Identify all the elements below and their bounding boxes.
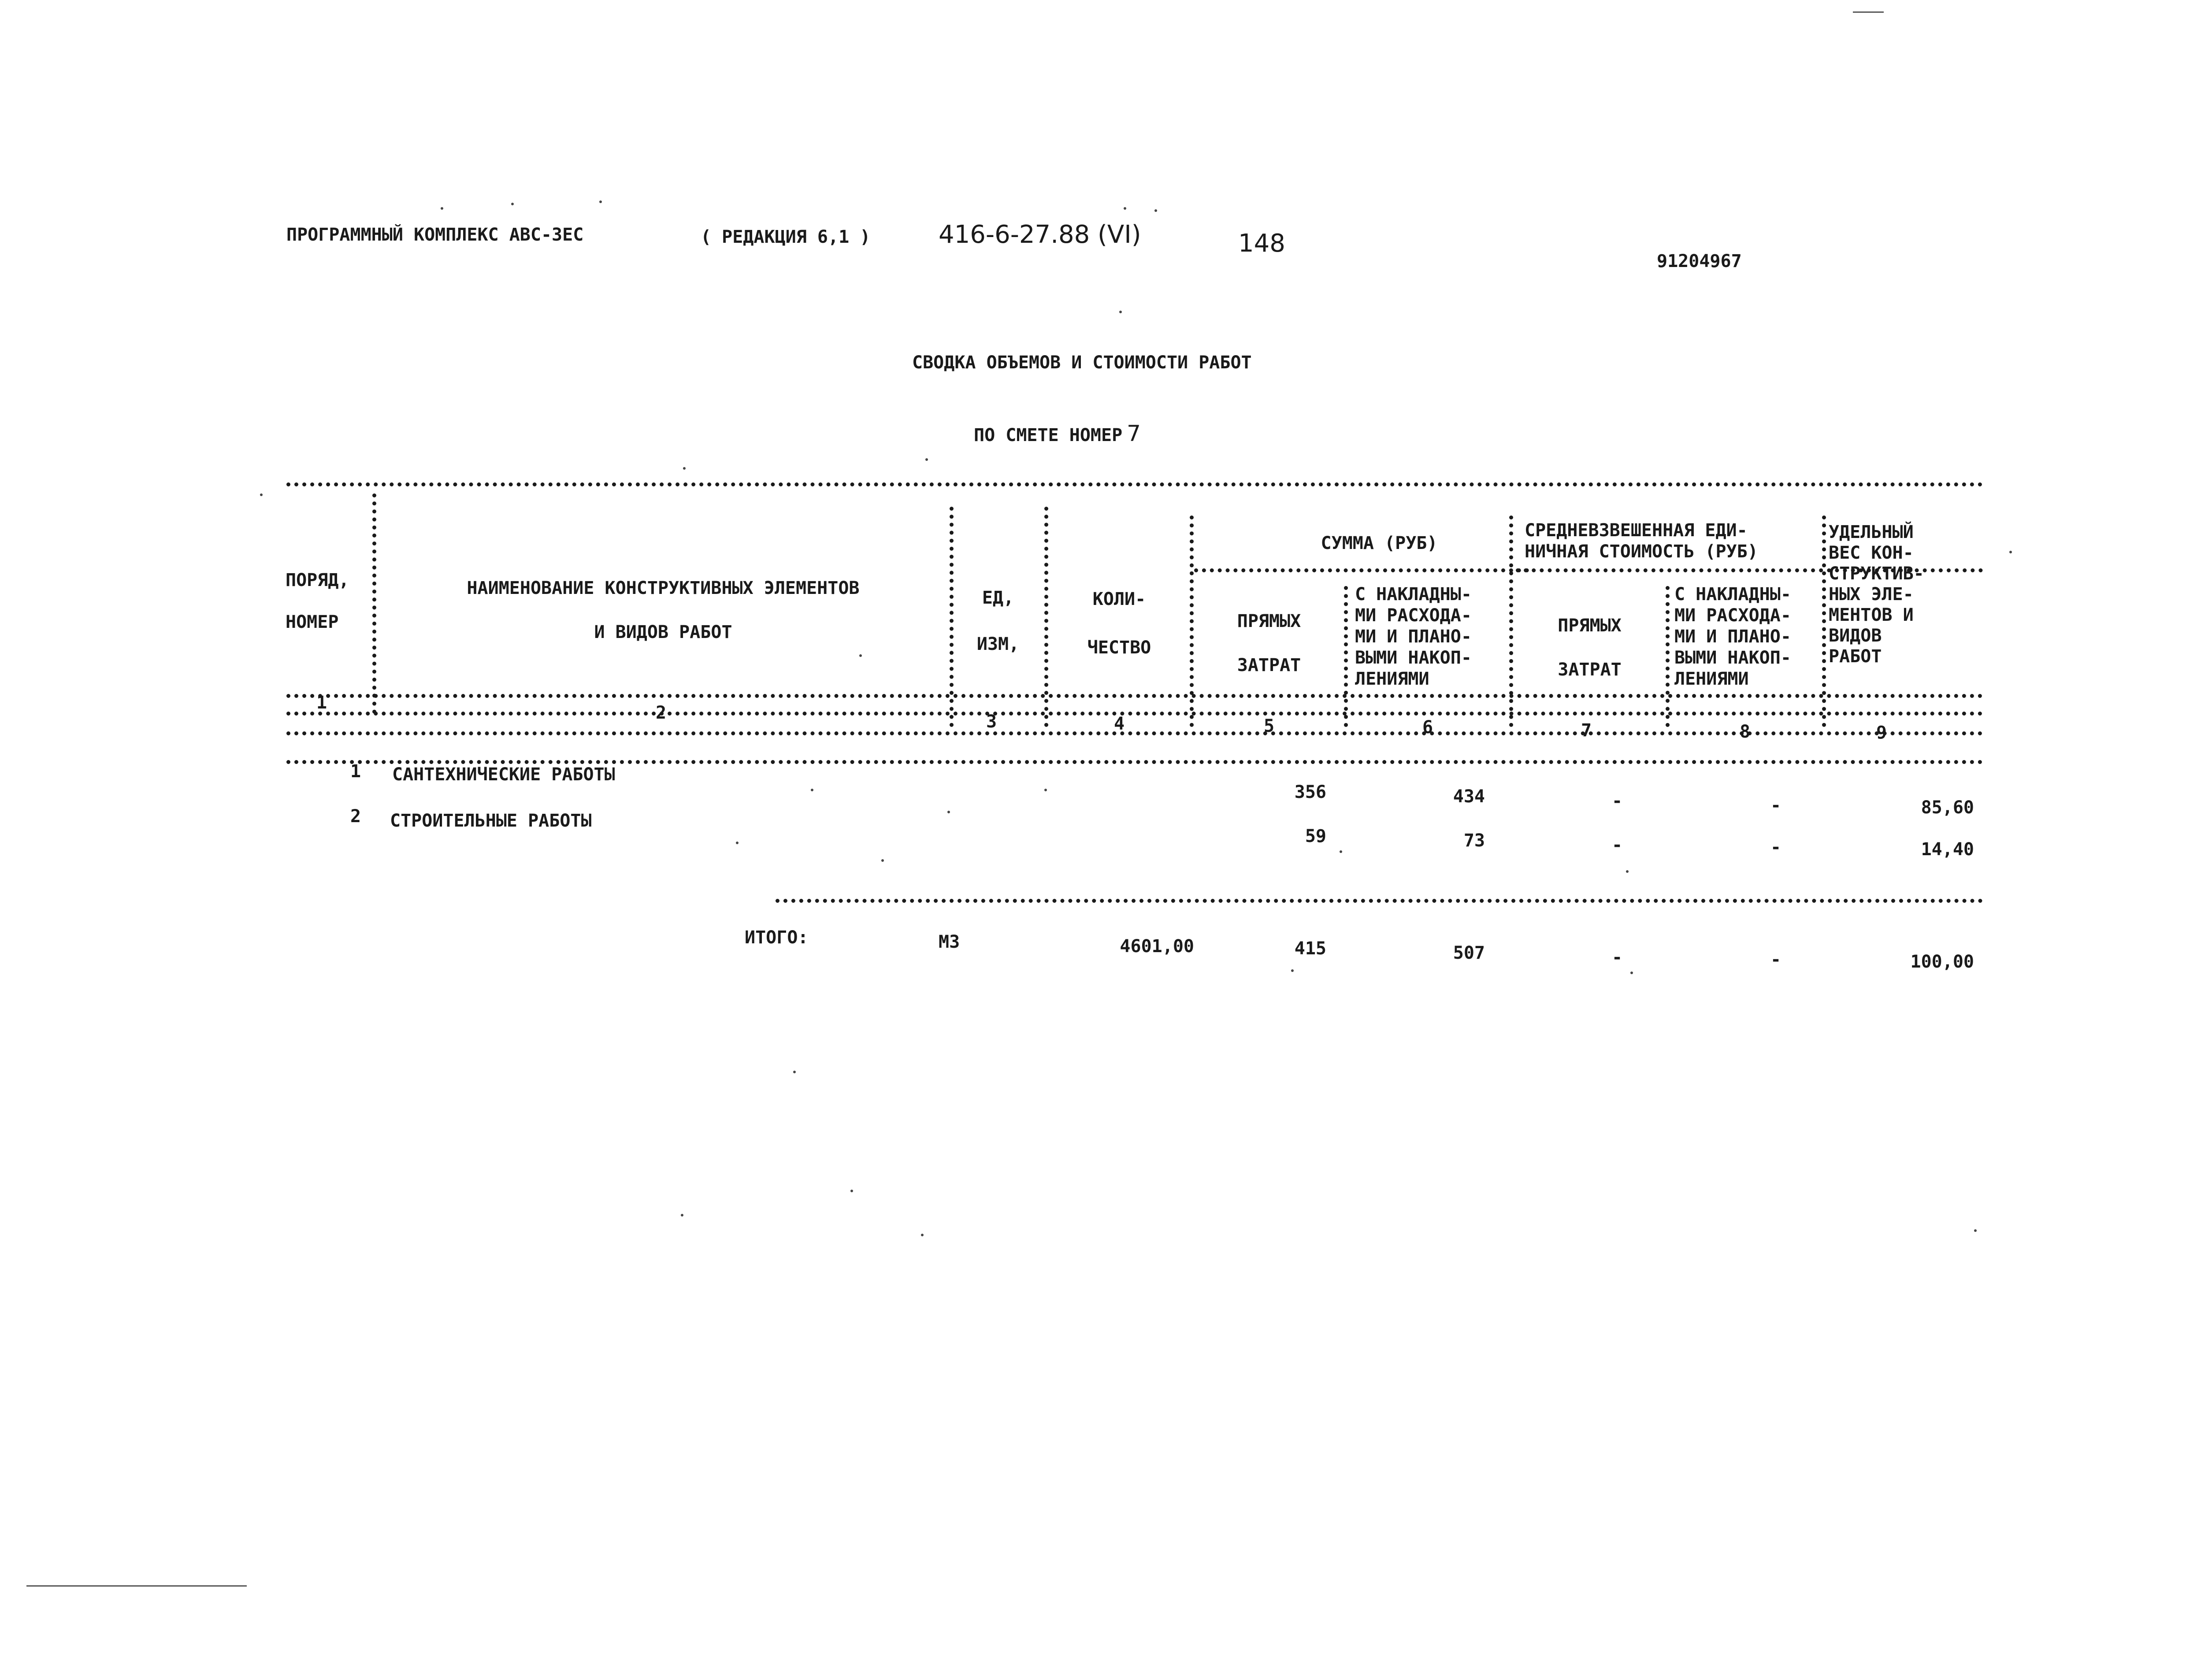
page-number: 148 — [1238, 229, 1285, 258]
scan-speck — [921, 1234, 924, 1236]
program-edition: ( РЕДАКЦИЯ 6,1 ) — [701, 227, 871, 247]
scan-line-bottom-left — [26, 1585, 247, 1587]
scan-speck — [2009, 551, 2012, 553]
row-share: 14,40 — [1921, 839, 1974, 860]
total-label: ИТОГО: — [745, 927, 809, 948]
total-avg-direct: - — [1611, 947, 1623, 968]
report-title: СВОДКА ОБЪЕМОВ И СТОИМОСТИ РАБОТ — [912, 352, 1252, 373]
scan-speck — [1154, 209, 1157, 212]
total-overhead-cost: 507 — [1453, 943, 1485, 963]
header-col2: НАИМЕНОВАНИЕ КОНСТРУКТИВНЫХ ЭЛЕМЕНТОВ И ВИДОВ РАБОТ — [467, 578, 860, 642]
estimate-number: 7 — [1127, 421, 1141, 446]
scan-speck — [811, 789, 813, 791]
header-col8: С НАКЛАДНЫ- МИ РАСХОДА- МИ И ПЛАНО- ВЫМИ НАКОП- ЛЕНИЯМИ — [1674, 584, 1791, 689]
header-avg-group: СРЕДНЕВЗВЕШЕННАЯ ЕДИ- НИЧНАЯ СТОИМОСТЬ (РУБ) — [1525, 520, 1758, 562]
col-sep-7 — [1666, 586, 1670, 727]
header-col3: ЕД, ИЗМ, — [976, 588, 1020, 654]
scan-speck — [925, 458, 928, 461]
body-top-rule — [286, 760, 1983, 764]
program-name: ПРОГРАММНЫЙ КОМПЛЕКС АВС-3ЕС — [286, 225, 584, 245]
scan-speck — [1974, 1229, 1977, 1232]
scan-speck — [681, 1214, 683, 1216]
colnum-7: 7 — [1581, 720, 1592, 741]
document-number: 91204967 — [1657, 251, 1742, 271]
colnum-9: 9 — [1876, 723, 1887, 743]
header-col7: ПРЯМЫХ ЗАТРАТ — [1558, 616, 1622, 680]
scan-speck — [1291, 969, 1294, 972]
row-share: 85,60 — [1921, 797, 1974, 818]
total-quantity: 4601,00 — [1120, 936, 1194, 957]
scan-speck — [881, 859, 884, 862]
scan-line-top-right — [1853, 11, 1884, 13]
col-sep-3 — [1044, 507, 1048, 727]
scan-speck — [1119, 311, 1122, 313]
subtitle-prefix: ПО СМЕТЕ НОМЕР — [974, 425, 1123, 445]
colnum-2: 2 — [655, 703, 667, 723]
row-number: 2 — [350, 806, 361, 827]
row-direct-cost: 356 — [1294, 782, 1326, 802]
total-unit: М3 — [939, 932, 960, 952]
total-share: 100,00 — [1910, 952, 1974, 972]
scan-speck — [260, 493, 263, 496]
total-direct-cost: 415 — [1294, 938, 1326, 959]
header-col4: КОЛИ- ЧЕСТВО — [1087, 589, 1151, 658]
row-overhead-cost: 73 — [1463, 831, 1485, 851]
report-subtitle — [974, 421, 1141, 446]
col-sep-4 — [1190, 515, 1194, 727]
col-sep-8 — [1822, 515, 1826, 727]
scan-speck — [683, 467, 686, 470]
total-avg-overhead: - — [1770, 949, 1781, 970]
col-sep-2 — [950, 507, 954, 727]
header-col9: УДЕЛЬНЫЙ ВЕС КОН- СТРУКТИВ- НЫХ ЭЛЕ- МЕНТОВ И ВИДОВ РАБОТ — [1829, 522, 1924, 667]
scan-speck — [793, 1071, 796, 1073]
colnum-3: 3 — [986, 712, 997, 732]
scan-speck — [850, 1190, 853, 1192]
row-overhead-cost: 434 — [1453, 786, 1485, 807]
col-sep-1 — [372, 493, 376, 714]
scan-speck — [947, 811, 950, 813]
row-name: СТРОИТЕЛЬНЫЕ РАБОТЫ — [390, 811, 592, 831]
scan-speck — [441, 207, 443, 210]
scan-speck — [1340, 850, 1342, 853]
scan-speck — [511, 203, 514, 205]
header-sum-group: СУММА (РУБ) — [1321, 533, 1438, 553]
table-top-rule — [286, 482, 1983, 486]
row-avg-direct: - — [1611, 791, 1623, 811]
row-number: 1 — [350, 761, 361, 782]
total-rule — [776, 899, 1983, 903]
scan-speck — [599, 200, 602, 203]
row-avg-overhead: - — [1770, 795, 1781, 816]
colnum-8: 8 — [1739, 722, 1751, 742]
header-col6: С НАКЛАДНЫ- МИ РАСХОДА- МИ И ПЛАНО- ВЫМИ НАКОП- ЛЕНИЯМИ — [1355, 584, 1472, 689]
col-sep-6 — [1509, 515, 1513, 727]
col-sep-5 — [1344, 586, 1348, 727]
scan-speck — [1044, 789, 1047, 791]
row-name: САНТЕХНИЧЕСКИЕ РАБОТЫ — [392, 764, 615, 785]
colnum-4: 4 — [1113, 714, 1125, 734]
scan-speck — [1124, 207, 1126, 210]
header-col5: ПРЯМЫХ ЗАТРАТ — [1237, 611, 1301, 675]
scan-speck — [1626, 870, 1629, 873]
scan-speck — [1630, 972, 1633, 974]
project-code: 416-6-27.88 (VI) — [939, 220, 1141, 249]
row-direct-cost: 59 — [1305, 826, 1326, 846]
row-avg-overhead: - — [1770, 837, 1781, 857]
scan-speck — [859, 654, 862, 657]
sum-group-rule — [1194, 568, 1529, 572]
row-avg-direct: - — [1611, 835, 1623, 855]
colnum-6: 6 — [1422, 717, 1433, 738]
header-col1: ПОРЯД, НОМЕР — [286, 570, 349, 632]
colnum-1: 1 — [316, 693, 327, 713]
header-bottom-rule — [286, 694, 1983, 698]
colnum-5: 5 — [1263, 716, 1275, 736]
scan-speck — [736, 842, 739, 844]
